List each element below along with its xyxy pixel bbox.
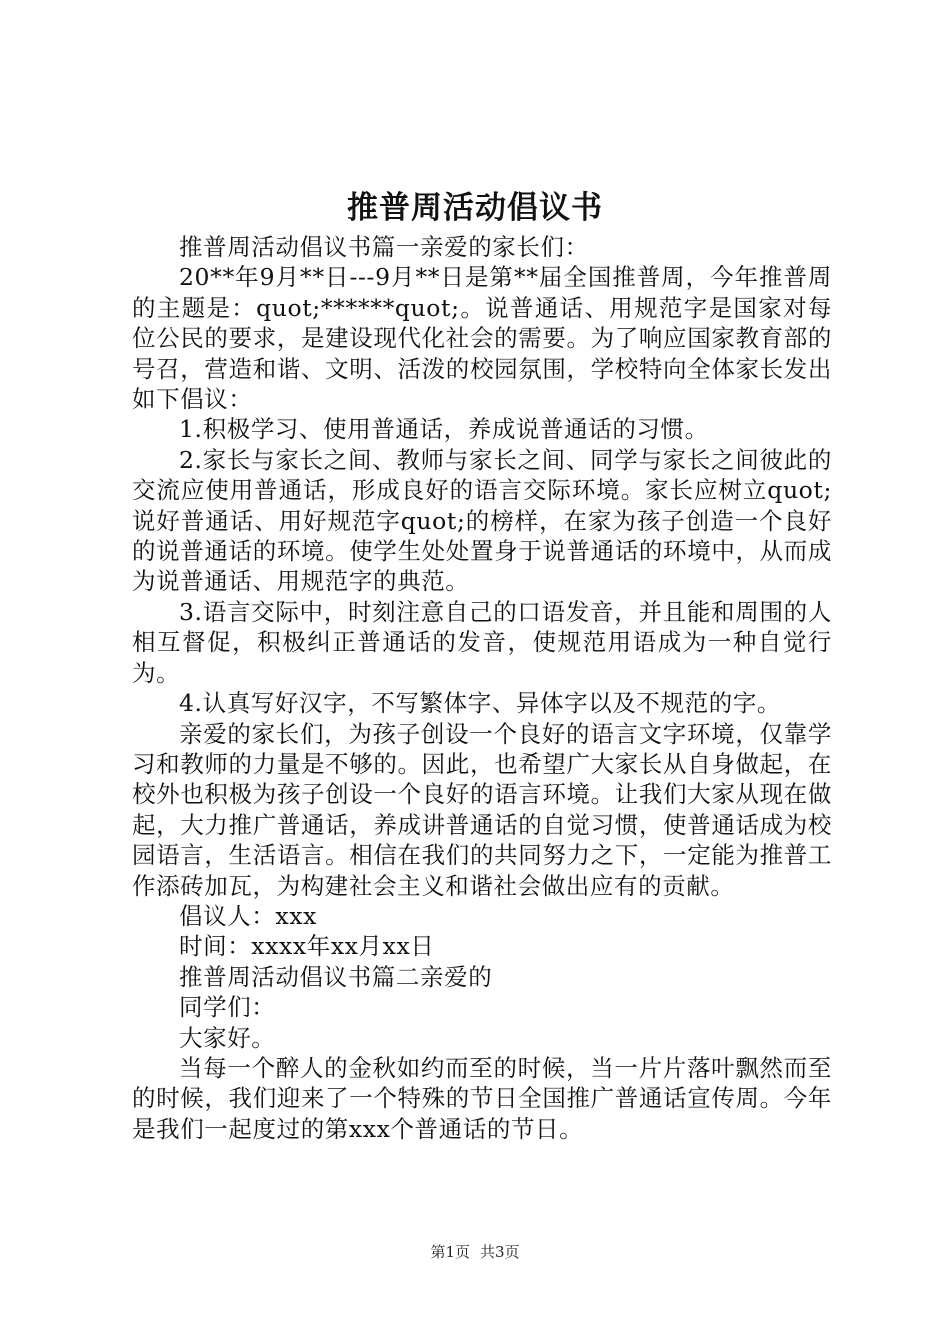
page-total: 共3页 (480, 1243, 520, 1261)
page-number: 第1页 (430, 1243, 470, 1261)
paragraph-item-4: 4.认真写好汉字，不写繁体字、异体字以及不规范的字。 (179, 689, 782, 718)
paragraph-closing: 亲爱的家长们，为孩子创设一个良好的语言文字环境，仅靠学习和教师的力量是不够的。因此，也希望广大家长从自身做起，在校外也积极为孩子创设一个良好的语言环境。让我们大家从现在做起，大力推广普通话，养成讲普通话的自觉习惯，使普通话成为校园语言，生活语言。相信在我们的共同努力之下，一定能为推普工作添砖加瓦，为构建社会主义和谐社会做出应有的贡献。 (132, 719, 832, 900)
paragraph-section-2-heading: 推普周活动倡议书篇二亲爱的 (179, 962, 493, 991)
paragraph-date: 时间：xxxx年xx月xx日 (179, 932, 435, 961)
document-body (132, 232, 832, 1144)
paragraph-salutation-2: 同学们： (179, 993, 276, 1022)
paragraph-item-3: 3.语言交际中，时刻注意自己的口语发音，并且能和周围的人相互督促，积极纠正普通话的发音，使规范用语成为一种自觉行为。 (132, 597, 832, 687)
paragraph-item-1: 1.积极学习、使用普通话，养成说普通话的习惯。 (179, 415, 709, 444)
paragraph-salutation-1: 推普周活动倡议书篇一亲爱的家长们： (179, 233, 589, 261)
paragraph-section-2-body: 当每一个醉人的金秋如约而至的时候，当一片片落叶飘然而至的时候，我们迎来了一个特殊的节日全国推广普通话宣传周。今年是我们一起度过的第xxx个普通话的节日。 (132, 1053, 832, 1143)
paragraph-intro: 20**年9月**日---9月**日是第**届全国推普周，今年推普周的主题是：quot;******quot;。说普通话、用规范字是国家对每位公民的要求，是建设现代化社会的需要。为了响应国家教育部的号召，营造和谐、文明、活泼的校园氛围，学校特向全体家长发出如下倡议： (132, 263, 832, 414)
paragraph-signer: 倡议人：xxx (179, 901, 317, 930)
document-title: 推普周活动倡议书 (347, 190, 603, 226)
paragraph-item-2: 2.家长与家长之间、教师与家长之间、同学与家长之间彼此的交流应使用普通话，形成良好的语言交际环境。家长应树立quot;说好普通话、用好规范字quot;的榜样，在家为孩子创造一个良好的说普通话的环境。使学生处处置身于说普通话的环境中，从而成为说普通话、用规范字的典范。 (132, 445, 832, 596)
page-footer (0, 1240, 950, 1264)
paragraph-greeting: 大家好。 (179, 1023, 276, 1052)
